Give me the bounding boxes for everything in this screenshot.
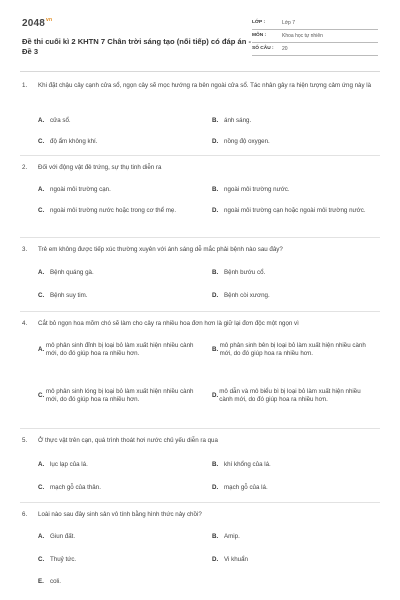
option-text: mạch gỗ của thân. (50, 484, 101, 491)
option-b[interactable] (212, 342, 372, 359)
option-c[interactable] (38, 388, 206, 405)
question-stem (22, 511, 382, 519)
option-d[interactable] (212, 292, 362, 300)
option-b[interactable] (212, 186, 362, 194)
option-b[interactable] (212, 117, 362, 125)
option-letter: D. (212, 392, 219, 400)
option-letter: A. (38, 117, 45, 124)
meta-value: Khoa học tự nhiên (282, 32, 323, 39)
question-1 (22, 82, 382, 90)
option-text: độ ẩm không khí. (50, 138, 98, 145)
option-text: ngoài môi trường nước. (224, 186, 290, 193)
meta-table (252, 17, 378, 63)
option-letter: C. (38, 392, 45, 400)
question-stem (22, 246, 382, 254)
option-d[interactable] (212, 207, 367, 215)
question-number: 4. (22, 320, 28, 327)
option-text: Bệnh quáng gà. (50, 269, 94, 276)
option-text: lục lạp của lá. (50, 461, 88, 468)
option-d[interactable] (212, 556, 362, 564)
question-5 (22, 437, 382, 445)
question-divider (20, 155, 380, 156)
option-d[interactable] (212, 388, 372, 405)
brand-logo[interactable] (22, 17, 252, 31)
meta-label: LỚP : (252, 19, 266, 25)
brand-suffix: vn (46, 17, 53, 23)
question-stem (22, 82, 382, 90)
option-a[interactable] (38, 461, 188, 469)
question-stem (22, 164, 382, 172)
meta-label: SỐ CÂU : (252, 45, 274, 51)
option-c[interactable] (38, 556, 188, 564)
question-number: 5. (22, 437, 28, 444)
option-c[interactable] (38, 292, 188, 300)
option-text: mạch gỗ của lá. (224, 484, 268, 491)
option-text: nồng độ oxygen. (224, 138, 270, 145)
option-letter: C. (38, 292, 45, 299)
option-c[interactable] (38, 484, 188, 492)
option-c[interactable] (38, 138, 188, 146)
option-a[interactable] (38, 533, 188, 541)
option-a[interactable] (38, 186, 203, 194)
option-text: ngoài môi trường nước hoặc trong cơ thể mẹ. (50, 207, 177, 214)
option-letter: A. (38, 269, 45, 276)
option-d[interactable] (212, 138, 362, 146)
question-text: Khi đặt chậu cây cạnh cửa sổ, ngọn cây sẽ mọc hướng ra bên ngoài cửa sổ. Tác nhân gây ra hiện tượng cảm ứng này là (38, 82, 372, 89)
option-text: Bệnh còi xương. (224, 292, 270, 299)
option-letter: C. (38, 207, 45, 214)
option-letter: A. (38, 533, 45, 540)
option-text: ngoài môi trường cạn. (50, 186, 111, 193)
option-letter: E. (38, 578, 44, 585)
page-header (22, 17, 378, 63)
option-text: Amip. (224, 533, 240, 540)
option-text: coli. (50, 578, 62, 585)
option-text: Bệnh bướu cổ. (224, 269, 266, 276)
question-divider (20, 311, 380, 312)
option-letter: B. (212, 346, 219, 354)
option-text: mô phân sinh đỉnh bị loại bỏ làm xuất hiện nhiều cành mới, do đó giúp hoa ra nhiều hơn. (45, 342, 194, 358)
question-text: Đối với động vật đẻ trứng, sự thụ tinh diễn ra (38, 164, 162, 171)
brand-name: 2048 (22, 18, 46, 29)
meta-row-count (252, 43, 378, 56)
question-4 (22, 320, 382, 328)
option-b[interactable] (212, 461, 362, 469)
option-letter: A. (38, 346, 45, 354)
question-stem (22, 437, 382, 445)
header-divider (20, 71, 380, 72)
option-c[interactable] (38, 207, 206, 215)
option-letter: C. (38, 484, 45, 491)
question-number: 2. (22, 164, 28, 171)
option-text: Giun đất. (50, 533, 76, 540)
option-letter: C. (38, 138, 45, 145)
question-stem (22, 320, 382, 328)
option-letter: A. (38, 186, 45, 193)
title-block (22, 17, 252, 63)
meta-row-grade (252, 17, 378, 30)
option-letter: C. (38, 556, 45, 563)
question-2 (22, 164, 382, 172)
option-letter: A. (38, 461, 45, 468)
option-text: Bệnh suy tim. (50, 292, 88, 299)
option-letter: B. (212, 269, 219, 276)
option-text: mô dẫn và mô biểu bì bị loại bỏ làm xuất hiện nhiều cành mới, do đó giúp hoa ra nhiều hơn. (219, 388, 361, 404)
option-letter: B. (212, 117, 219, 124)
question-3 (22, 246, 382, 254)
meta-value: 20 (282, 45, 288, 52)
option-text: mô phân sinh bên bị loại bỏ làm xuất hiện nhiều cành mới, do đó giúp hoa ra nhiều hơn. (219, 342, 366, 358)
question-divider (20, 237, 380, 238)
option-text: Vi khuẩn (224, 556, 248, 563)
question-number: 1. (22, 82, 28, 89)
option-letter: B. (212, 461, 219, 468)
meta-label: MÔN : (252, 32, 267, 38)
option-letter: D. (212, 484, 219, 491)
question-6 (22, 511, 382, 519)
option-letter: D. (212, 138, 219, 145)
option-letter: B. (212, 186, 219, 193)
option-text: khí khổng của lá. (224, 461, 271, 468)
option-text: Thuỷ tức. (50, 556, 77, 563)
option-a[interactable] (38, 269, 188, 277)
option-letter: B. (212, 533, 219, 540)
option-text: ngoài môi trường cạn hoặc ngoài môi trường nước. (224, 207, 366, 214)
option-e[interactable] (38, 578, 188, 586)
question-text: Ở thực vật trên cạn, quá trình thoát hơi nước chủ yếu diễn ra qua (38, 437, 218, 444)
question-text: Trẻ em không được tiếp xúc thường xuyên với ánh sáng dễ mắc phải bệnh nào sau đây? (38, 246, 283, 253)
option-a[interactable] (38, 117, 188, 125)
question-number: 6. (22, 511, 28, 518)
meta-row-subject (252, 30, 378, 43)
option-letter: D. (212, 556, 219, 563)
option-text: ánh sáng. (224, 117, 252, 124)
exam-title: Đề thi cuối kì 2 KHTN 7 Chân trời sáng tạo (nối tiếp) có đáp án - Đề 3 (22, 36, 252, 56)
option-text: cửa sổ. (50, 117, 71, 124)
question-text: Loài nào sau đây sinh sản vô tính bằng hình thức nảy chồi? (38, 511, 202, 518)
option-b[interactable] (212, 269, 362, 277)
option-text: mô phân sinh lóng bị loại bỏ làm xuất hiện nhiều cành mới, do đó giúp hoa ra nhiều hơn. (45, 388, 194, 404)
question-divider (20, 502, 380, 503)
option-d[interactable] (212, 484, 362, 492)
question-divider (20, 428, 380, 429)
question-number: 3. (22, 246, 28, 253)
meta-value: Lớp 7 (282, 19, 296, 26)
option-letter: D. (212, 207, 219, 214)
option-b[interactable] (212, 533, 362, 541)
option-letter: D. (212, 292, 219, 299)
option-a[interactable] (38, 342, 206, 359)
question-text: Cắt bỏ ngọn hoa mõm chó sẽ làm cho cây ra nhiều hoa đơn hơn là giữ lại đơn độc một ngọn vì (38, 320, 299, 327)
